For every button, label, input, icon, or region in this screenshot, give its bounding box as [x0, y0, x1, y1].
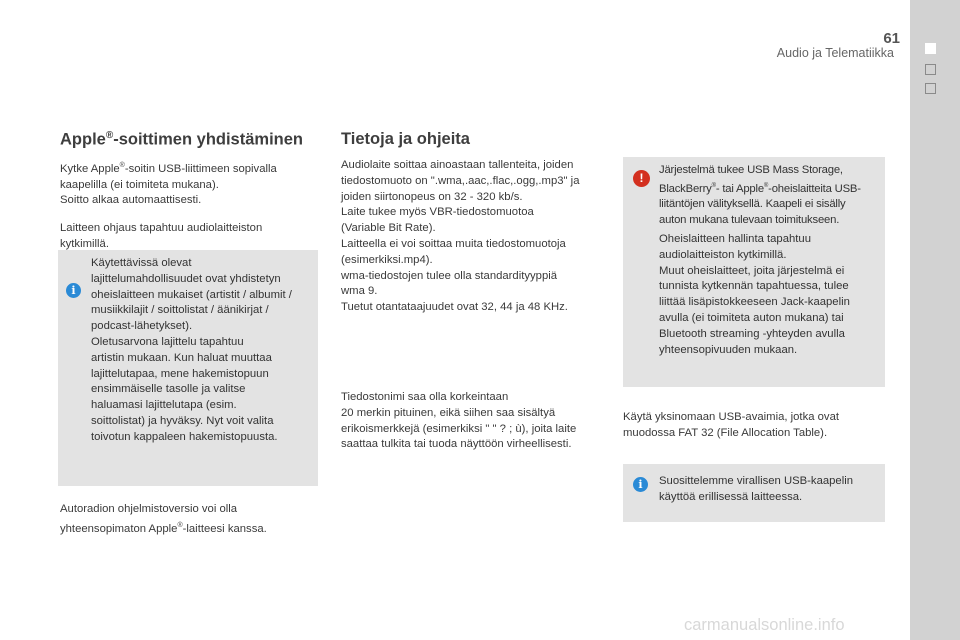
info-box-text: Käytettävissä olevat lajittelumahdollisuudet ovat yhdistetyn oheislaitteen mukaiset (artistit / albumit / musiikkilajit / soittolistat / äänikirjat / podcast-lähetykset). Oletusarvona lajittelu tapahtuu artistin mukaan. Kun haluat muuttaa lajittelutapaa, mene hakemistopuun ensimmäiselle tasolle ja valitse haluamasi lajittelutapa (esim. soittolistat) ja hyväksy. Nyt voit valita toivotun kappaleen hakemistopuusta.	[91, 257, 292, 443]
info-icon: i	[66, 283, 81, 298]
section-title: Audio ja Telematiikka	[776, 46, 894, 60]
chapter-tab-active[interactable]	[925, 43, 936, 54]
paragraph-usb-fat32: Käytä yksinomaan USB-avaimia, jotka ovat muodossa FAT 32 (File Allocation Table).	[623, 411, 839, 439]
warning-icon: !	[633, 170, 650, 187]
watermark: carmanualsonline.info	[684, 616, 845, 634]
paragraph-connect: Kytke Apple®-soitin USB-liittimeen sopivalla kaapelilla (ei toimiteta mukana). Soitto alkaa automaattisesti.	[60, 162, 277, 207]
info-icon: i	[633, 477, 648, 492]
heading-apple-connect: Apple®-soittimen yhdistäminen	[60, 130, 303, 149]
warning-box-text: Oheislaitteen hallinta tapahtuu audiolaitteiston kytkimillä. Muut oheislaitteet, joita järjestelmä ei tunnista kytkennän tapahtuessa, tulee liittää lisäpistokkeeseen Jack-kaapelin avulla (ei toimiteta auton mukana) tai Bluetooth streaming -yhteyden avulla yhteensopivuuden mukaan.	[659, 233, 850, 356]
page-number: 61	[883, 30, 900, 47]
chapter-strip	[910, 0, 960, 640]
warning-box-small-text: Järjestelmä tukee USB Mass Storage, BlackBerry®- tai Apple®-oheislaitteita USB- liitäntöjen välityksellä. Kaapeli ei sisälly auton mukana tulevaan toimitukseen.	[659, 164, 861, 227]
heading-info-tips: Tietoja ja ohjeita	[341, 130, 470, 148]
paragraph-filenames: Tiedostonimi saa olla korkeintaan 20 merkin pituinen, eikä siihen saa sisältyä erikoismerkkejä (esimerkiksi " " ? ; ù), joita laite saattaa tulkita tai tuoda näyttöön virheellisesti.	[341, 391, 577, 451]
chapter-tab[interactable]	[925, 83, 936, 94]
info-box-usb-text: Suosittelemme virallisen USB-kaapelin käyttöä erillisessä laitteessa.	[659, 475, 854, 503]
info-box-sorting	[58, 250, 318, 486]
info-box-usb-cable	[623, 464, 885, 522]
paragraph-formats: Audiolaite soittaa ainoastaan tallenteita, joiden tiedostomuoto on ".wma,.aac,.flac,.ogg,.mp3" ja joiden siirtonopeus on 32 - 320 kb/s. Laite tukee myös VBR-tiedostomuotoa (Variable Bit Rate). Laitteella ei voi soittaa muita tiedostomuotoja (esimerkiksi.mp4). wma-tiedostojen tulee olla standardityyppiä wma 9. Tuetut otantataajuudet ovat 32, 44 ja 48 KHz.	[341, 159, 580, 314]
paragraph-software-version: Autoradion ohjelmistoversio voi olla yhteensopimaton Apple®-laitteesi kanssa.	[60, 503, 267, 535]
chapter-tab[interactable]	[925, 64, 936, 75]
paragraph-controls: Laitteen ohjaus tapahtuu audiolaitteiston kytkimillä.	[60, 222, 263, 250]
warning-box	[623, 157, 885, 387]
